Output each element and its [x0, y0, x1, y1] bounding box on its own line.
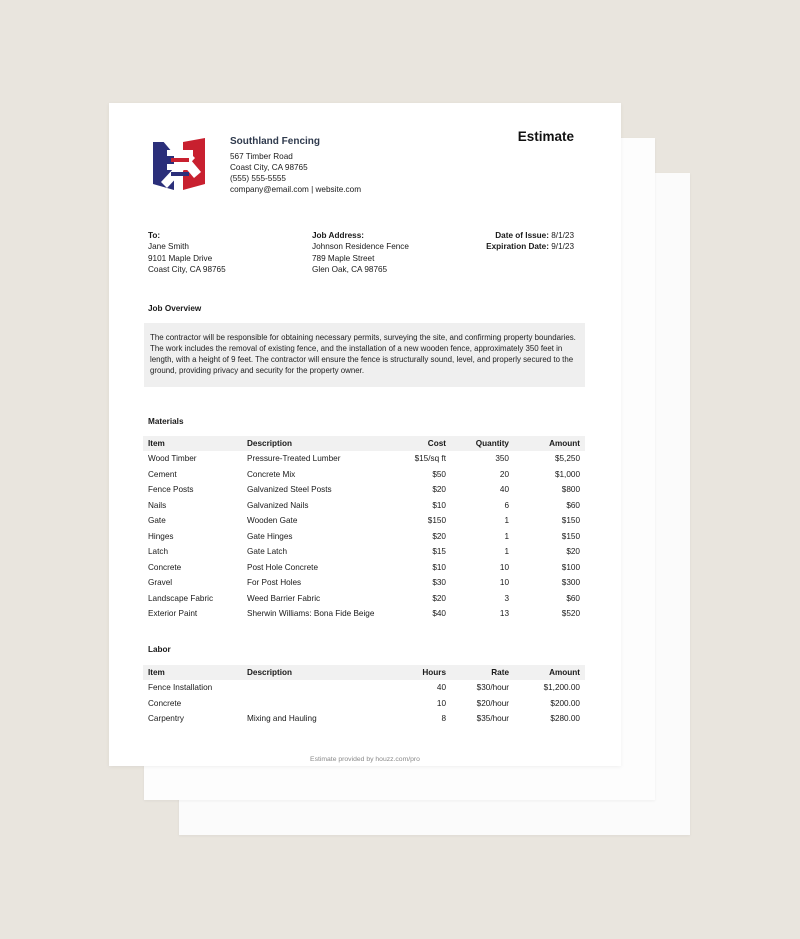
col-hours: Hours — [422, 668, 446, 677]
job-overview-text: The contractor will be responsible for obtaining necessary permits, surveying the site, and confirming property boundaries. The work includes the removal of existing fence, and the installation of a new wooden fence, approximately 350 feet in length, with a height of 9 feet. The contractor will ensure the fence is structurally sound, level, and properly secured to the ground, providing privacy and security for the property owner. — [144, 323, 585, 387]
cell-description: For Post Holes — [247, 578, 302, 588]
cell-cost: $50 — [432, 469, 446, 479]
cell-description: Pressure-Treated Lumber — [247, 454, 341, 464]
cell-amount: $150 — [561, 516, 580, 526]
dates-block — [486, 230, 574, 253]
job-address-city: Glen Oak, CA 98765 — [312, 264, 388, 274]
expiration-date-value: 9/1/23 — [551, 242, 574, 252]
cell-rate: $20/hour — [476, 698, 509, 708]
cell-item: Wood Timber — [148, 454, 197, 464]
cell-description: Sherwin Williams: Bona Fide Beige — [247, 609, 375, 619]
col-description: Description — [247, 668, 293, 677]
cell-amount: $20 — [566, 547, 580, 557]
cell-quantity: 40 — [499, 485, 509, 495]
estimate-page — [109, 103, 621, 766]
cell-quantity: 3 — [504, 593, 509, 603]
company-address-line1: 567 Timber Road — [230, 152, 293, 161]
cell-item: Cement — [148, 469, 177, 479]
cell-amount: $150 — [561, 531, 580, 541]
table-row — [143, 529, 585, 545]
company-address-line2: Coast City, CA 98765 — [230, 163, 308, 173]
table-row — [143, 606, 585, 622]
cell-amount: $60 — [566, 500, 580, 510]
col-item: Item — [148, 668, 165, 677]
recipient-street: 9101 Maple Drive — [148, 253, 213, 263]
recipient-name: Jane Smith — [148, 242, 189, 252]
table-row — [143, 544, 585, 560]
cell-amount: $100 — [561, 562, 580, 572]
col-rate: Rate — [491, 668, 509, 677]
cell-hours: 40 — [436, 683, 446, 693]
cell-item: Concrete — [148, 698, 182, 708]
col-description: Description — [247, 439, 293, 448]
recipient-block — [148, 230, 226, 275]
cell-description: Galvanized Nails — [247, 500, 309, 510]
cell-hours: 8 — [441, 714, 446, 724]
footer-credit: Estimate provided by houzz.com/pro — [310, 756, 420, 763]
job-address-name: Johnson Residence Fence — [312, 242, 409, 252]
col-item: Item — [148, 439, 165, 448]
cell-rate: $30/hour — [476, 683, 509, 693]
labor-header-row — [143, 665, 585, 680]
recipient-label: To: — [148, 231, 161, 240]
job-address-street: 789 Maple Street — [312, 253, 375, 263]
cell-quantity: 350 — [495, 454, 509, 464]
issue-date-label: Date of Issue: — [495, 231, 549, 240]
cell-quantity: 10 — [499, 578, 509, 588]
cell-cost: $20 — [432, 485, 446, 495]
cell-cost: $10 — [432, 562, 446, 572]
table-row — [143, 560, 585, 576]
cell-item: Concrete — [148, 562, 182, 572]
cell-amount: $300 — [561, 578, 580, 588]
cell-amount: $800 — [561, 485, 580, 495]
company-contact: company@email.com | website.com — [230, 185, 362, 195]
cell-amount: $1,000 — [554, 469, 580, 479]
cell-item: Hinges — [148, 531, 174, 541]
recipient-city: Coast City, CA 98765 — [148, 264, 226, 274]
cell-amount: $520 — [561, 609, 580, 619]
cell-cost: $30 — [432, 578, 446, 588]
cell-cost: $15/sq ft — [414, 454, 446, 464]
company-info — [230, 136, 361, 195]
cell-cost: $150 — [427, 516, 446, 526]
col-amount: Amount — [549, 439, 580, 448]
table-row — [143, 696, 585, 712]
cell-description: Weed Barrier Fabric — [247, 593, 321, 603]
table-row — [143, 591, 585, 607]
cell-item: Fence Posts — [148, 485, 194, 495]
cell-cost: $20 — [432, 593, 446, 603]
cell-description: Concrete Mix — [247, 469, 296, 479]
col-amount: Amount — [549, 668, 580, 677]
cell-description — [242, 696, 394, 712]
company-phone: (555) 555-5555 — [230, 174, 286, 184]
cell-quantity: 20 — [499, 469, 509, 479]
company-logo-icon — [153, 134, 207, 194]
materials-heading: Materials — [148, 417, 184, 426]
cell-quantity: 6 — [504, 500, 509, 510]
cell-quantity: 1 — [504, 531, 509, 541]
cell-quantity: 1 — [504, 516, 509, 526]
expiration-date — [486, 241, 574, 252]
cell-quantity: 1 — [504, 547, 509, 557]
cell-item: Exterior Paint — [148, 609, 198, 619]
table-row — [143, 467, 585, 483]
table-row — [143, 498, 585, 514]
cell-rate: $35/hour — [476, 714, 509, 724]
job-address-label: Job Address: — [312, 231, 365, 240]
table-row — [143, 680, 585, 696]
table-row — [143, 482, 585, 498]
company-name: Southland Fencing — [230, 136, 320, 147]
cell-description: Wooden Gate — [247, 516, 298, 526]
cell-description: Galvanized Steel Posts — [247, 485, 332, 495]
cell-amount: $5,250 — [554, 454, 580, 464]
cell-description: Post Hole Concrete — [247, 562, 318, 572]
issue-date — [486, 230, 574, 241]
labor-table — [143, 665, 585, 727]
table-row — [143, 575, 585, 591]
cell-hours: 10 — [436, 698, 446, 708]
table-row — [143, 513, 585, 529]
cell-cost: $15 — [432, 547, 446, 557]
cell-item: Nails — [148, 500, 167, 510]
table-row — [143, 711, 585, 727]
cell-item: Latch — [148, 547, 169, 557]
labor-heading: Labor — [148, 645, 171, 654]
cell-amount: $280.00 — [550, 714, 580, 724]
cell-item: Gate — [148, 516, 166, 526]
materials-table — [143, 436, 585, 622]
cell-description: Gate Hinges — [247, 531, 293, 541]
cell-item: Carpentry — [148, 714, 184, 724]
issue-date-value: 8/1/23 — [551, 231, 574, 240]
col-cost: Cost — [427, 439, 446, 448]
cell-item: Fence Installation — [148, 683, 213, 693]
job-address-block — [312, 230, 409, 275]
cell-cost: $10 — [432, 500, 446, 510]
document-title: Estimate — [517, 129, 574, 144]
cell-description: Gate Latch — [247, 547, 288, 557]
cell-quantity: 10 — [499, 562, 509, 572]
cell-amount: $1,200.00 — [543, 683, 580, 693]
cell-quantity: 13 — [499, 609, 509, 619]
cell-cost: $20 — [432, 531, 446, 541]
cell-description: Mixing and Hauling — [247, 714, 317, 724]
cell-amount: $200.00 — [550, 698, 580, 708]
cell-description — [242, 680, 394, 696]
expiration-date-label: Expiration Date: — [486, 242, 549, 252]
cell-item: Landscape Fabric — [148, 593, 214, 603]
materials-header-row — [143, 436, 585, 451]
col-quantity: Quantity — [475, 439, 509, 448]
table-row — [143, 451, 585, 467]
job-overview-heading: Job Overview — [148, 304, 202, 313]
cell-cost: $40 — [432, 609, 446, 619]
cell-amount: $60 — [566, 593, 580, 603]
cell-item: Gravel — [148, 578, 173, 588]
